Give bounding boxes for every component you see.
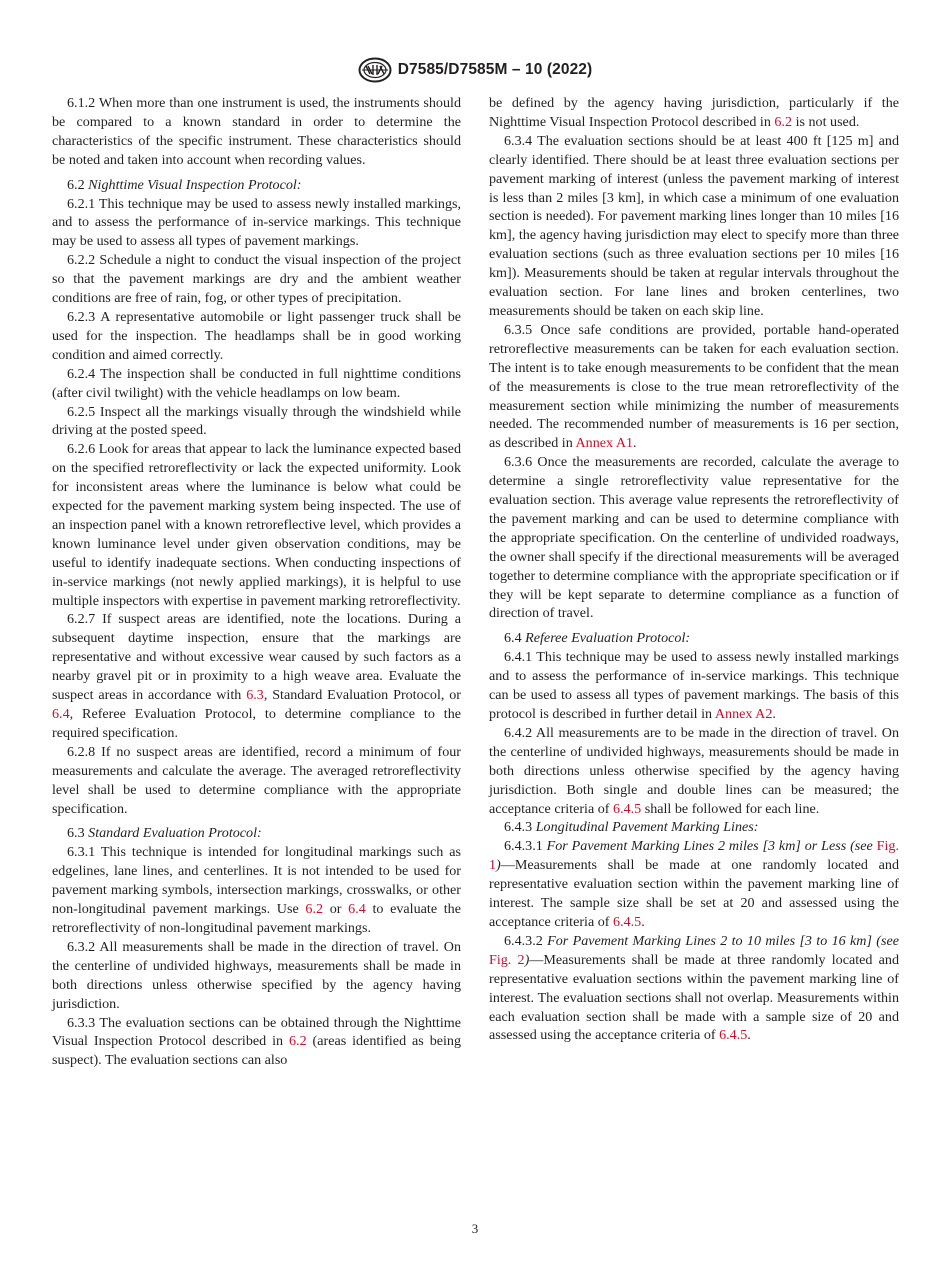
paragraph-6-4-1 [489, 648, 899, 724]
paragraph-6-2-7 [52, 610, 461, 742]
text-span: 6.3.5 Once safe conditions are provided, portable hand-operated retroreflective measurements can be taken for each evaluation section. The intent is to take enough measurements to be confident that the mean of the measurements is close to the true mean retroreflectivity of the measurement section while minimizing the number of measurements needed. The recommended number of measurements is 16 per section, as described in [489, 321, 899, 452]
paragraph-6-4-3-2 [489, 932, 899, 1045]
standard-designation: D7585/D7585M – 10 (2022) [397, 61, 593, 78]
text-span: or [323, 901, 349, 918]
text-span: (areas identified as being suspect). The evaluation sections can also [52, 1033, 462, 1069]
text-span: . [772, 706, 776, 722]
right-column [489, 94, 899, 1045]
link-annex-a1[interactable]: Annex A1 [575, 435, 634, 452]
paragraph-6-3-1 [52, 843, 461, 938]
link-section-6-4[interactable]: 6.4 [348, 901, 366, 918]
link-section-6-4-5[interactable]: 6.4.5 [613, 913, 642, 930]
paragraph-6-2-5: 6.2.5 Inspect all the markings visually through the windshield while driving at the posted speed. [52, 403, 461, 439]
text-span: 6.4.2 All measurements are to be made in the direction of travel. On the centerline of undivided highways, measurements should be made in both directions unless otherwise specified by the agency having jurisdiction. Both single and double lines can be measured; the acceptance criteria of [489, 724, 899, 817]
text-span: . [641, 913, 645, 930]
link-section-6-2[interactable]: 6.2 [774, 113, 793, 130]
section-title: Referee Evaluation Protocol: [525, 630, 691, 647]
paragraph-number: 6.4.3.2 [504, 932, 543, 949]
paragraph-6-2-8: 6.2.8 If no suspect areas are identified, record a minimum of four measurements and calculate the average. The averaged retroreflectivity level shall be used to determine compliance with the appropriate specification. [52, 743, 461, 817]
astm-logo-icon [358, 57, 392, 83]
text-span: , Standard Evaluation Protocol, or [263, 687, 462, 704]
link-section-6-3[interactable]: 6.3 [246, 687, 264, 704]
paragraph-6-3-4: 6.3.4 The evaluation sections should be at least 400 ft [125 m] and clearly identified. There should be at least three evaluation sections per pavement marking of interest (unless the pavement marking of interest is less than 2 miles [3 km], in which case a minimum of one evaluation section is needed). For pavement marking lines longer than 10 miles [16 km], the agency having jurisdiction may elect to specify more than three evaluation sections (such as three evaluation sections per 10 miles [16 km]). Measurements should be taken at regular intervals throughout the evaluation section. For lane lines and broken centerlines, two measurements should be taken on each skip line. [489, 132, 899, 319]
paragraph-6-2-4: 6.2.4 The inspection shall be conducted in full nighttime conditions (after civil twilight) with the vehicle headlamps on low beam. [52, 365, 461, 401]
paragraph-number: 6.4.3.1 [504, 838, 543, 855]
text-span: to evaluate the retroreflectivity of non-longitudinal pavement markings. [52, 901, 461, 936]
link-figure-2[interactable]: Fig. 2 [489, 951, 525, 968]
link-section-6-4-5[interactable]: 6.4.5 [719, 1027, 748, 1044]
paragraph-6-2-2: 6.2.2 Schedule a night to conduct the visual inspection of the project so that the pavement markings are dry and the ambient weather conditions are free of rain, fog, or other types of precipitation. [52, 252, 461, 307]
paragraph-6-3-3 [52, 1014, 461, 1071]
paragraph-6-2-1: 6.2.1 This technique may be used to assess newly installed markings, and to assess the performance of in-service markings. This technique may be used to assess all types of pavement markings. [52, 195, 461, 250]
text-span: 6.2.7 If suspect areas are identified, note the locations. During a subsequent daytime inspection, ensure that the markings are representative and without excessive wear caused by such factors as a nearby gravel pit or in proximity to a high weave area. Evaluate the suspect areas in accordance with [52, 611, 461, 704]
text-span: ) [496, 857, 501, 874]
link-section-6-4[interactable]: 6.4 [52, 706, 70, 722]
text-span: For Pavement Marking Lines 2 to 10 miles [3 to 16 km] (see [547, 932, 899, 949]
paragraph-6-2-3: 6.2.3 A representative automobile or light passenger truck shall be used for the inspection. The headlamps shall be in good working condition and aimed correctly. [52, 308, 461, 363]
link-figure-1[interactable]: Fig. 1 [489, 838, 899, 874]
section-title: Nighttime Visual Inspection Protocol: [88, 176, 302, 193]
left-column [52, 94, 461, 1070]
section-number: 6.4.3 [504, 819, 533, 836]
section-6-3-heading [52, 824, 461, 843]
link-section-6-4-5[interactable]: 6.4.5 [613, 800, 642, 817]
paragraph-6-3-3-continued [489, 94, 899, 132]
link-section-6-2[interactable]: 6.2 [305, 901, 324, 918]
text-span: ) [524, 951, 530, 968]
section-title: Longitudinal Pavement Marking Lines: [535, 819, 759, 836]
paragraph-6-3-5 [489, 321, 899, 453]
text-span: is not used. [792, 113, 860, 130]
text-span: , Referee Evaluation Protocol, to determine compliance to the required specification. [52, 706, 461, 741]
link-annex-a2[interactable]: Annex A2 [714, 706, 773, 722]
section-6-4-heading [489, 629, 899, 648]
paragraph-6-4-2 [489, 724, 899, 819]
text-span: . [747, 1027, 751, 1044]
paragraph-6-1-2: 6.1.2 When more than one instrument is used, the instruments should be compared to a known standard in order to determine the characteristics of the specific instrument. These characteristics should be noted and taken into account when recording values. [52, 95, 461, 168]
text-span: —Measurements shall be made at three randomly located and representative evaluation sections within the pavement marking line of interest. The evaluation sections shall not overlap. Measurements within each evaluation section shall be made with a sample size of 20 and assessed using the acceptance criteria of [489, 951, 899, 1044]
page-header [0, 57, 950, 83]
paragraph-6-3-2: 6.3.2 All measurements shall be made in the direction of travel. On the centerline of undivided highways, measurements shall be made in both directions unless otherwise specified by the agency having jurisdiction. [52, 938, 461, 1012]
paragraph-6-2-6: 6.2.6 Look for areas that appear to lack the luminance expected based on the specified retroreflectivity or lack the expected uniformity. Look for inconsistent areas where the luminance is below what could be expected for the pavement marking system being inspected. The use of an inspection panel with a known retroreflective level, which provides a known luminance level under given observation conditions, may be useful to identify inadequate sections. When conducting inspections of in-service markings (not newly applied markings), it is helpful to use multiple inspectors with expertise in pavement marking retroreflectivity. [52, 441, 461, 609]
paragraph-6-4-3-1 [489, 837, 899, 932]
text-span: 6.4.1 This technique may be used to assess newly installed markings and to assess the performance of in-service markings. This technique can be used to assess all types of pavement markings. The basis of this protocol is described in further detail in [489, 649, 899, 722]
link-section-6-2[interactable]: 6.2 [289, 1033, 307, 1050]
text-span: . [633, 435, 637, 452]
text-span: 6.3.1 This technique is intended for longitudinal markings such as edgelines, lane lines, and centerlines. It is not intended to be used for pavement marking symbols, intersection markings, crosswalks, or other non-longitudinal pavement markings. Use [52, 844, 461, 918]
section-number: 6.2 [67, 176, 85, 193]
section-number: 6.4 [504, 630, 522, 647]
page-number: 3 [471, 1221, 479, 1236]
text-span: 6.3.3 The evaluation sections can be obtained through the Nighttime Visual Inspection Protocol described in [52, 1014, 461, 1050]
paragraph-6-3-6: 6.3.6 Once the measurements are recorded, calculate the average to determine a single retroreflectivity value representative for the evaluation section. This average value represents the retroreflectivity of the pavement marking and can be used to determine compliance with the appropriate specification. On the centerline of undivided roadways, the owner shall specify if the directional measurements will be averaged together to determine compliance with the appropriate specification or if they will be kept separate to determine compliance as a function of direction of travel. [489, 454, 899, 622]
section-title: Standard Evaluation Protocol: [88, 825, 262, 842]
text-span: be defined by the agency having jurisdiction, particularly if the Nighttime Visual Inspection Protocol described in [489, 95, 899, 130]
section-number: 6.3 [67, 825, 85, 842]
text-span: For Pavement Marking Lines 2 miles [3 km] or Less (see [546, 838, 877, 855]
section-6-4-3-heading [489, 818, 899, 837]
text-span: —Measurements shall be made at one randomly located and representative evaluation section within the pavement marking line of interest. The sample size shall be set at 20 and assessed using the acceptance criteria of [489, 857, 899, 930]
section-6-2-heading [52, 176, 461, 195]
text-span: shall be followed for each line. [641, 800, 820, 817]
